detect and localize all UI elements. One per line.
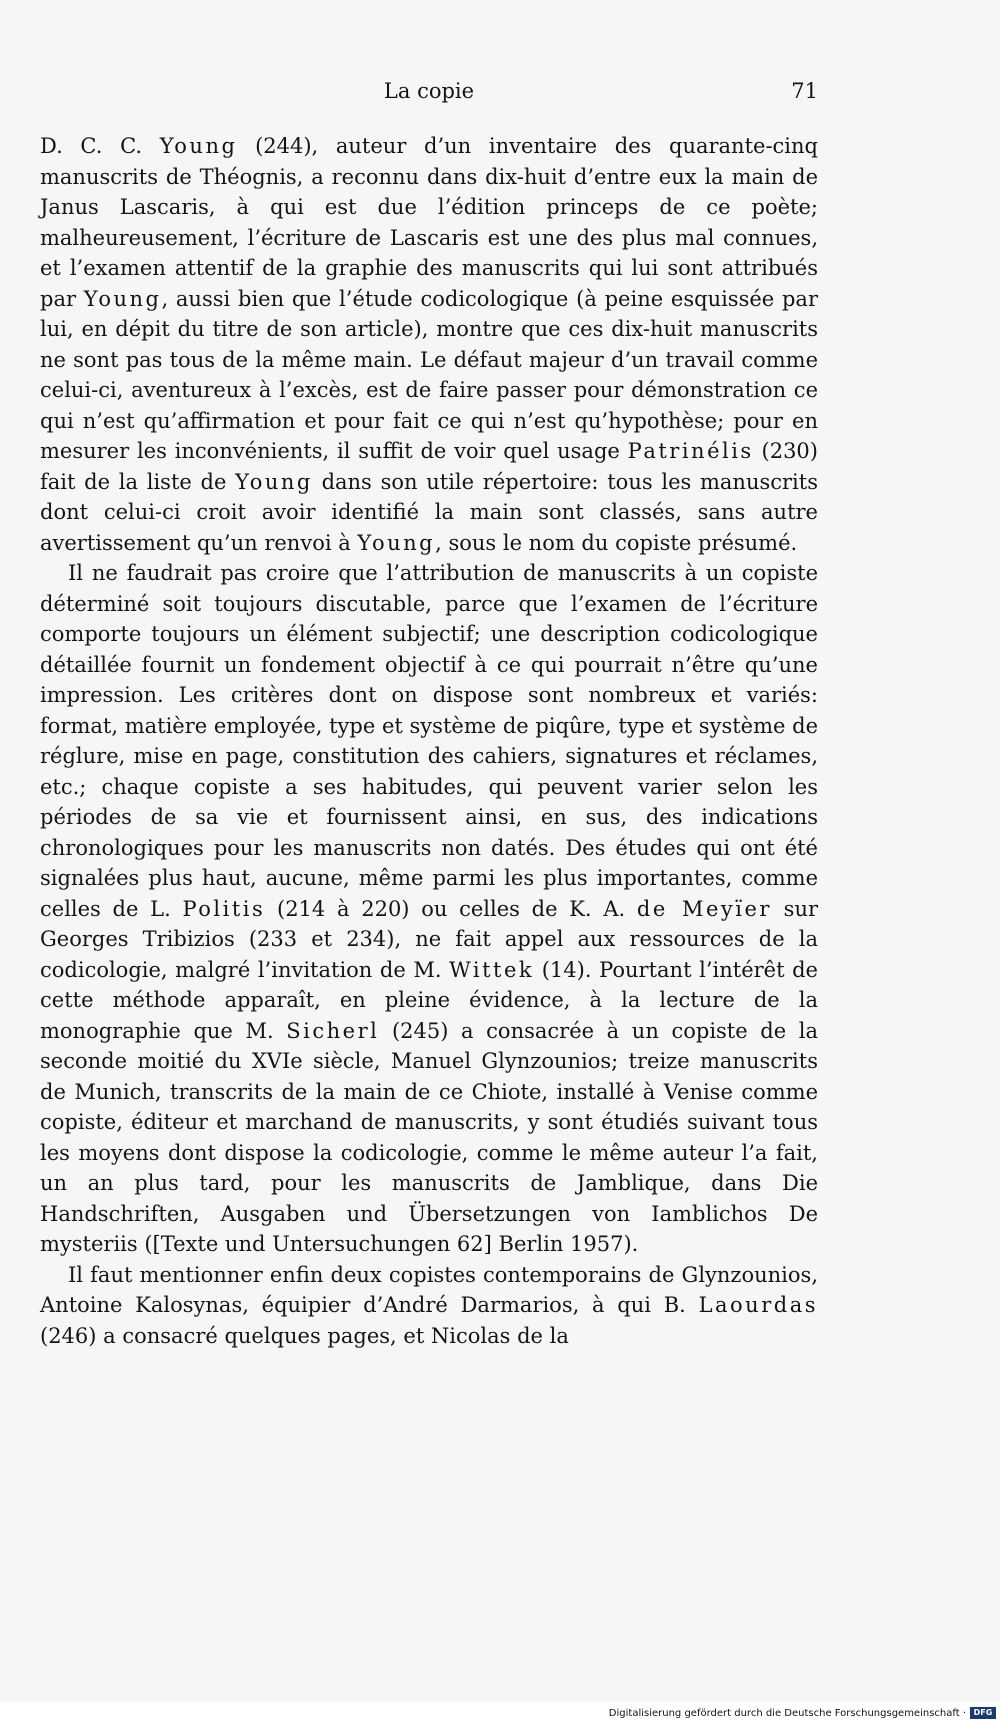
text-run: D. C. C.: [40, 134, 160, 158]
text-run: (244), auteur d’un inventaire des quarante-cinq manuscrits de Théognis, a reconnu dans dix-huit d’entre eux la main de Janus Lascaris, à qui est due l’édition princeps de ce poète; malheureusement, l’écriture de Lascaris est une des plus mal connues, et l’examen attentif de la graphie des manuscrits qui lui sont attribués par: [40, 134, 818, 311]
body-text: [40, 131, 818, 1351]
text-run: (214 à 220) ou celles de K. A.: [265, 896, 637, 921]
spaced-name: de Meyïer: [636, 896, 772, 921]
digitization-footer: [0, 1702, 1000, 1722]
paragraph: [40, 131, 818, 558]
page-header: [40, 74, 818, 108]
paragraph: [40, 558, 818, 1260]
text-run: Il ne faudrait pas croire que l’attribution de manuscrits à un copiste déterminé soit toujours discutable, parce que l’examen de l’écriture comporte toujours un élément subjectif; une description codicologique détaillée fournit un fondement objectif à ce qui pourrait n’être qu’une impression. Les critères dont on dispose sont nombreux et variés: format, matière employée, type et système de piqûre, type et système de réglure, mise en page, constitution des cahiers, signatures et réclames, etc.; chaque copiste a ses habitudes, qui peuvent varier selon les périodes de sa vie et fournissent ainsi, en sus, des indications chronologiques pour les manuscrits non datés. Des études qui ont été signalées plus haut, aucune, même parmi les plus importantes, comme celles de L.: [40, 561, 818, 921]
spaced-name: Patrinélis: [627, 439, 754, 463]
text-run: (246) a consacré quelques pages, et Nicolas de la: [40, 1323, 569, 1348]
text-run: Il faut mentionner enfin deux copistes contemporains de Glynzounios, Antoine Kalosynas, équipier d’André Darmarios, à qui B.: [40, 1262, 818, 1317]
text-run: (245) a consacrée à un copiste de la seconde moitié du XVIe siècle, Manuel Glynzounios; treize manuscrits de Munich, transcrits de la main de ce Chiote, installé à Venise comme copiste, éditeur et marchand de manuscrits, y sont étudiés suivant tous les moyens dont dispose la codicologie, comme le même auteur l’a fait, un an plus tard, pour les manuscrits de Jamblique, dans Die Handschriften, Ausgaben und Übersetzungen von Iamblichos De mysteriis ([Texte und Untersuchungen 62] Berlin 1957).: [40, 1018, 819, 1256]
text-run: , sous le nom du copiste présumé.: [435, 530, 798, 555]
paragraph: [40, 1260, 818, 1352]
dfg-logo: DFG: [970, 1707, 996, 1719]
text-run: , aussi bien que l’étude codicologique (à peine esquissée par lui, en dépit du titre de son article), montre que ces dix-huit manuscrits ne sont pas tous de la même main. Le défaut majeur d’un travail comme celui-ci, aventureux à l’excès, est de faire passer pour démonstration ce qui n’est qu’affirmation et pour fait ce qui n’est qu’hypothèse; pour en mesurer les inconvénients, il suffit de voir quel usage: [40, 286, 818, 463]
spaced-name: Wittek: [449, 957, 535, 982]
spaced-name: Young: [235, 469, 313, 494]
spaced-name: Young: [83, 286, 162, 311]
running-head: La copie: [383, 79, 475, 103]
text-run: (230) fait de la liste de: [40, 439, 818, 494]
text-run: sur Georges Tribizios (233 et 234), ne fait appel aux ressources de la codicologie, malgré l’invitation de M.: [40, 896, 819, 982]
page-number: 71: [791, 79, 818, 103]
text-run: (14). Pourtant l’intérêt de cette méthode apparaît, en pleine évidence, à la lecture de la monographie que M.: [40, 957, 818, 1043]
text-run: dans son utile répertoire: tous les manuscrits dont celui-ci croit avoir identifié la main sont classés, sans autre avertissement qu’un renvoi à: [40, 469, 818, 555]
spaced-name: Politis: [182, 896, 266, 921]
spaced-name: Young: [357, 530, 436, 555]
spaced-name: Laourdas: [698, 1293, 818, 1317]
spaced-name: Sicherl: [286, 1018, 380, 1043]
spaced-name: Young: [159, 134, 238, 158]
dfg-credit: Digitalisierung gefördert durch die Deutsche Forschungsgemeinschaft ·: [608, 1708, 966, 1719]
